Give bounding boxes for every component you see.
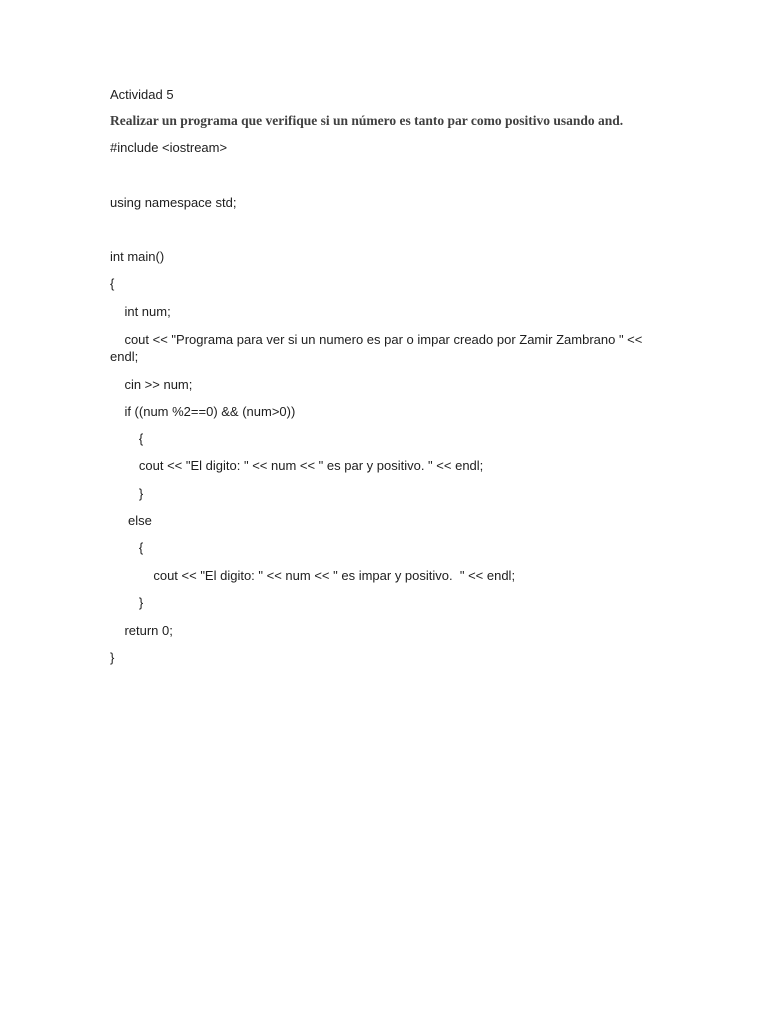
code-line-else-close: }: [110, 595, 144, 610]
code-line-if-open: {: [110, 431, 144, 446]
assignment-heading: Realizar un programa que verifique si un número es tanto par como positivo usando and.: [110, 113, 624, 128]
code-line-open-brace: {: [110, 276, 115, 291]
code-line-cin: cin >> num;: [110, 377, 193, 392]
code-line-return: return 0;: [110, 623, 173, 638]
code-line-declare-num: int num;: [110, 304, 171, 319]
code-line-main: int main(): [110, 249, 165, 264]
code-line-if-close: }: [110, 486, 144, 501]
code-line-cout-intro: cout << "Programa para ver si un numero es par o impar creado por Zamir Zambrano " << endl;: [110, 332, 646, 364]
code-line-close-brace: }: [110, 650, 115, 665]
code-line-else: else: [110, 513, 152, 528]
code-line-namespace: using namespace std;: [110, 195, 237, 210]
document-title: Actividad 5: [110, 87, 174, 102]
code-line-cout-impar: cout << "El digito: " << num << " es impar y positivo. " << endl;: [110, 568, 516, 583]
code-line-if: if ((num %2==0) && (num>0)): [110, 404, 296, 419]
code-line-include: #include <iostream>: [110, 140, 228, 155]
code-line-else-open: {: [110, 540, 144, 555]
code-line-cout-par: cout << "El digito: " << num << " es par y positivo. " << endl;: [110, 458, 484, 473]
